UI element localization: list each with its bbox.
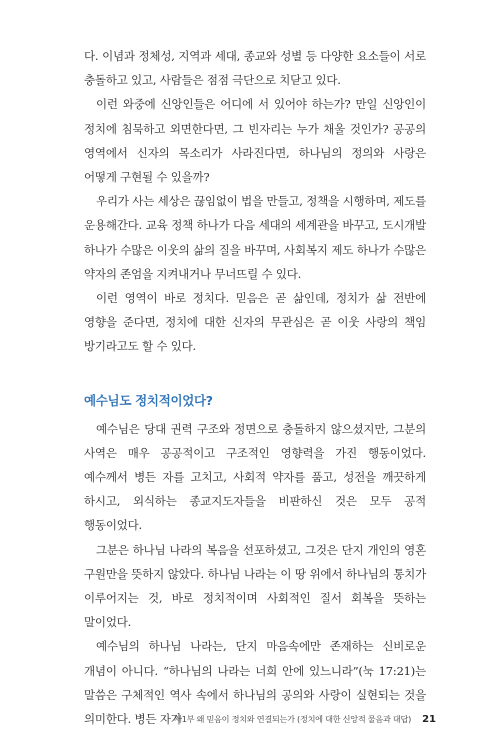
- paragraph: 이런 와중에 신앙인들은 어디에 서 있어야 하는가? 만일 신앙인이 정치에 침묵하고 외면한다면, 그 빈자리는 누가 채울 것인가? 공공의 영역에서 신자의 목소리가 사라진다면, 하나님의 정의와 사랑은 어떻게 구현될 수 있을까?: [84, 97, 426, 185]
- paragraph: 이런 영역이 바로 정치다. 믿음은 곧 삶인데, 정치가 삶 전반에 영향을 준다면, 정치에 대한 신자의 무관심은 곧 이웃 사랑의 책임 방기라고도 할 수 있다.: [84, 291, 426, 354]
- paragraph: 예수님의 하나님 나라는, 단지 마음속에만 존재하는 신비로운 개념이 아니다. “하나님의 나라는 너희 안에 있느니라”(눅 17:21)는 말씀은 구체적인 역사 속에서 하나님의 공의와 사랑이 실현되는 것을 의미한다. 병든 자가: [84, 639, 426, 727]
- body-text: [84, 44, 426, 731]
- page-number: 21: [422, 714, 436, 725]
- paragraph: 다. 이념과 정체성, 지역과 세대, 종교와 성별 등 다양한 요소들이 서로 충돌하고 있고, 사람들은 점점 극단으로 치닫고 있다.: [84, 49, 426, 88]
- paragraph: 그분은 하나님 나라의 복음을 선포하셨고, 그것은 단지 개인의 영혼 구원만을 뜻하지 않았다. 하나님 나라는 이 땅 위에서 하나님의 통치가 이루어지는 것, 바로 정치적이며 사회적인 질서 회복을 뜻하는 말이었다.: [84, 542, 426, 630]
- footer-title: 제1부 왜 믿음이 정치와 연결되는가 (정치에 대한 신앙적 물음과 대답): [174, 714, 411, 724]
- running-footer: [60, 709, 436, 725]
- paragraph: 우리가 사는 세상은 끊임없이 법을 만들고, 정책을 시행하며, 제도를 운용해간다. 교육 정책 하나가 다음 세대의 세계관을 바꾸고, 도시개발 하나가 수많은 이웃의 삶의 질을 바꾸며, 사회복지 제도 하나가 수많은 약자의 존엄을 지켜내거나 무너뜨릴 수 있다.: [84, 194, 426, 281]
- section-heading: 예수님도 정치적이었다?: [84, 392, 213, 408]
- paragraph: 예수님은 당대 권력 구조와 정면으로 충돌하지 않으셨지만, 그분의 사역은 매우 공공적이고 구조적인 영향력을 가진 행동이었다. 예수께서 병든 자를 고치고, 사회적 약자를 품고, 성전을 깨끗하게 하시고, 외식하는 종교지도자들을 비판하신 것은 모두 공적 행동이었다.: [84, 421, 426, 533]
